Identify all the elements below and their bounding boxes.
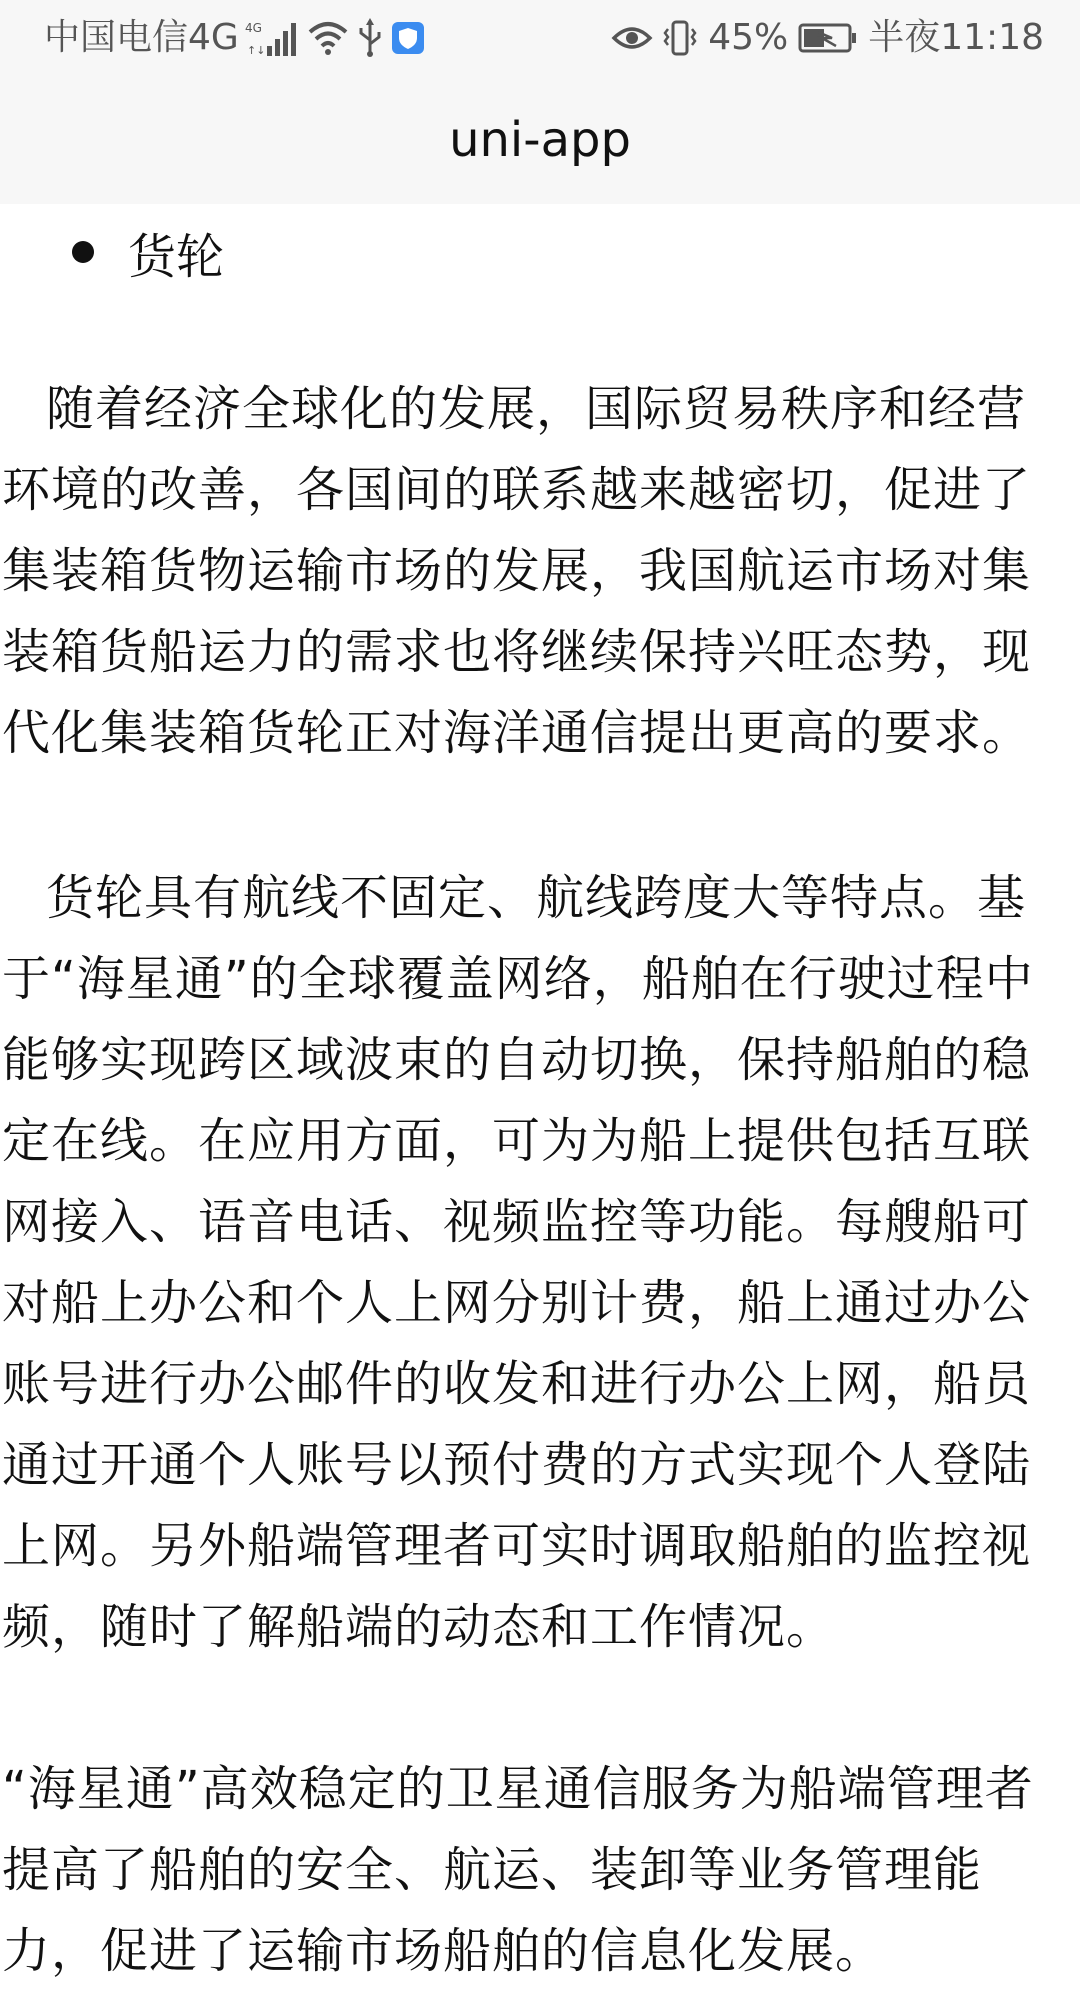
- list-item-label: 货轮: [128, 228, 225, 285]
- eye-icon: [612, 23, 652, 53]
- usb-icon: [355, 18, 385, 58]
- battery-icon: [798, 22, 858, 54]
- svg-text:4G: 4G: [244, 21, 262, 35]
- vibrate-icon: [662, 19, 698, 57]
- paragraph-1: 随着经济全球化的发展，国际贸易秩序和经营环境的改善，各国间的联系越来越密切，促进了集装箱货物运输市场的发展，我国航运市场对集装箱货船运力的需求也将继续保持兴旺态势，现代化集装箱货轮正对海洋通信提出更高的要求。: [2, 381, 1032, 761]
- status-bar-left: [44, 0, 425, 76]
- status-bar-right: [612, 0, 1044, 76]
- bullet-icon: [72, 241, 94, 263]
- paragraph-2: 货轮具有航线不固定、航线跨度大等特点。基于“海星通”的全球覆盖网络，船舶在行驶过程中能够实现跨区域波束的自动切换，保持船舶的稳定在线。在应用方面，可为为船上提供包括互联网接入、语音电话、视频监控等功能。每艘船可对船上办公和个人上网分别计费，船上通过办公账号进行办公邮件的收发和进行办公上网，船员通过开通个人账号以预付费的方式实现个人登陆上网。另外船端管理者可实时调取船舶的监控视频，随时了解船端的动态和工作情况。: [2, 870, 1034, 1655]
- svg-text:↑↓: ↑↓: [246, 44, 266, 57]
- clock: 半夜11:18: [868, 17, 1044, 58]
- nav-bar: [0, 76, 1080, 204]
- article-content[interactable]: [0, 204, 1080, 1979]
- paragraph-3: “海星通”高效稳定的卫星通信服务为船端管理者提高了船舶的安全、航运、装卸等业务管理能力，促进了运输市场船舶的信息化发展。: [2, 1761, 1034, 1979]
- status-bar: [0, 0, 1080, 76]
- shield-icon: [391, 21, 425, 55]
- carrier-label: 中国电信4G: [44, 17, 239, 58]
- list-item: [72, 216, 224, 288]
- battery-percent: 45%: [708, 17, 789, 58]
- page-title: uni-app: [449, 112, 631, 168]
- wifi-icon: [307, 20, 349, 56]
- signal-icon: [245, 18, 301, 58]
